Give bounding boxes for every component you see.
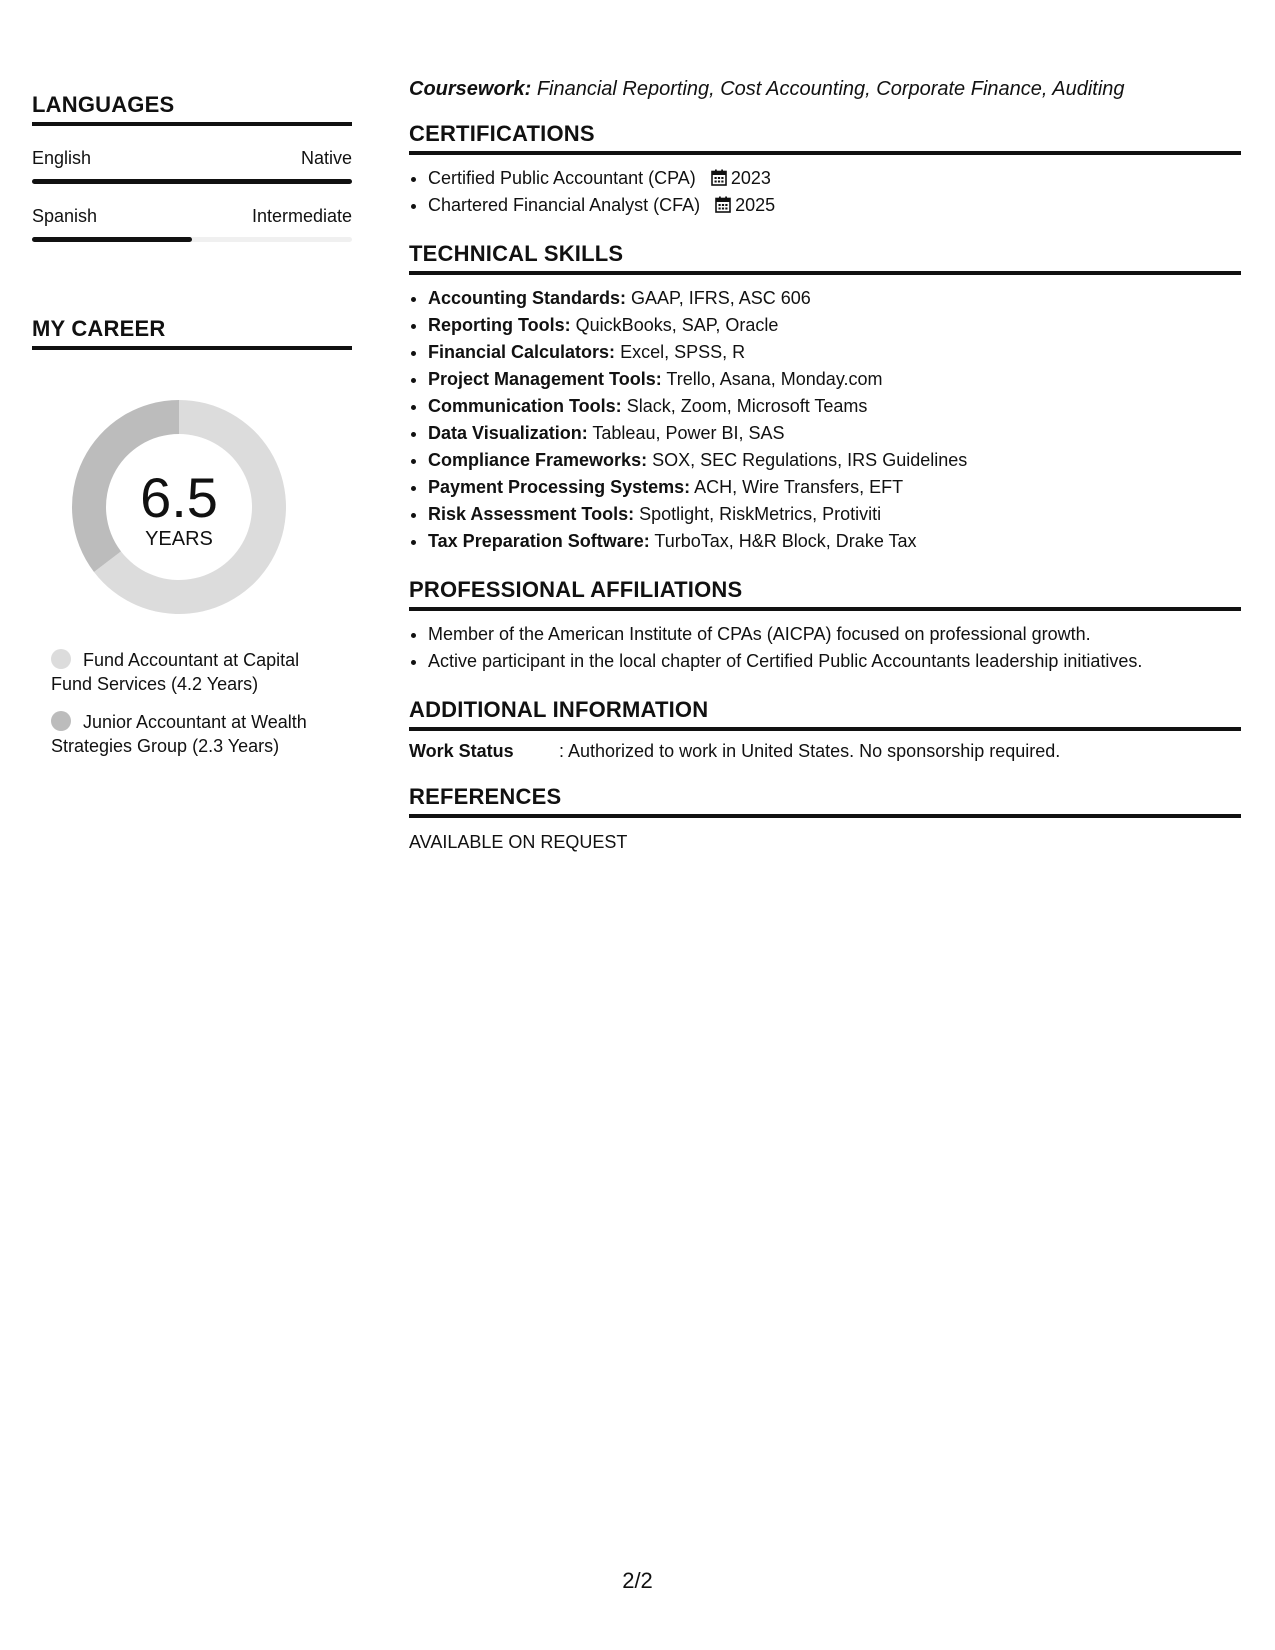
skill-item (428, 447, 1241, 474)
legend-dot-icon (51, 649, 71, 669)
skill-item (428, 366, 1241, 393)
skill-item (428, 528, 1241, 555)
page-number: 2/2 (622, 1568, 653, 1593)
certifications-section (409, 121, 1241, 219)
skill-label: Financial Calculators: (428, 342, 616, 362)
skill-item (428, 420, 1241, 447)
references-section (409, 784, 1241, 853)
languages-title: LANGUAGES (32, 92, 352, 126)
language-entry (32, 206, 352, 242)
calendar-icon (715, 196, 731, 213)
affiliations-title: PROFESSIONAL AFFILIATIONS (409, 577, 1241, 611)
affiliation-item: • Active participant in the local chapter of Certified Public Accountants leadership initiatives. (428, 648, 1241, 675)
certifications-list (409, 165, 1241, 219)
career-years-unit: YEARS (145, 528, 213, 550)
language-proficiency-fill (32, 237, 192, 242)
language-level: Intermediate (251, 206, 352, 226)
language-row (32, 206, 352, 227)
affiliation-item: • Member of the American Institute of CPAs (AICPA) focused on professional growth. (428, 621, 1241, 648)
references-text: AVAILABLE ON REQUEST (409, 832, 628, 852)
skill-label: Payment Processing Systems: (428, 477, 691, 497)
work-status-value: : Authorized to work in United States. No sponsorship required. (559, 741, 1061, 761)
skill-item (428, 393, 1241, 420)
language-row (32, 148, 352, 169)
skill-item (428, 285, 1241, 312)
certification-item (428, 165, 1241, 192)
career-legend-label: Junior Accountant at Wealth Strategies Group (2.3 Years) (51, 712, 307, 756)
language-entry (32, 148, 352, 184)
affiliations-list (409, 621, 1241, 675)
career-total-years: 6.5 (140, 466, 218, 529)
affiliations-section (409, 577, 1241, 675)
language-proficiency-fill (32, 179, 352, 184)
right-column (409, 78, 1241, 853)
certifications-title: CERTIFICATIONS (409, 121, 1241, 155)
skill-label: Tax Preparation Software: (428, 531, 650, 551)
certification-item (428, 192, 1241, 219)
technical-skills-title: TECHNICAL SKILLS (409, 241, 1241, 275)
additional-info-section (409, 697, 1241, 762)
skill-item (428, 501, 1241, 528)
technical-skills-section (409, 241, 1241, 555)
certification-name: Certified Public Accountant (CPA) (428, 168, 696, 188)
career-title: MY CAREER (32, 316, 352, 350)
coursework-text: Financial Reporting, Cost Accounting, Corporate Finance, Auditing (536, 78, 1125, 100)
skill-value: GAAP, IFRS, ASC 606 (631, 288, 811, 308)
career-donut-chart (66, 394, 292, 620)
skill-label: Accounting Standards: (428, 288, 627, 308)
additional-info-title: ADDITIONAL INFORMATION (409, 697, 1241, 731)
left-column (32, 92, 352, 772)
references-title: REFERENCES (409, 784, 1241, 818)
skill-value: Excel, SPSS, R (620, 342, 746, 362)
work-status-label: Work Status (409, 741, 514, 761)
skill-value: Trello, Asana, Monday.com (666, 369, 883, 389)
donut-center (66, 394, 292, 620)
skill-value: ACH, Wire Transfers, EFT (694, 477, 904, 497)
skill-value: Slack, Zoom, Microsoft Teams (626, 396, 868, 416)
language-proficiency-bar (32, 179, 352, 184)
skill-label: Communication Tools: (428, 396, 622, 416)
skill-label: Data Visualization: (428, 423, 588, 443)
career-legend (51, 648, 352, 758)
certification-year: 2025 (735, 195, 776, 215)
calendar-icon (711, 169, 727, 186)
skill-label: Risk Assessment Tools: (428, 504, 635, 524)
skill-value: TurboTax, H&R Block, Drake Tax (654, 531, 917, 551)
skill-label: Compliance Frameworks: (428, 450, 648, 470)
skill-label: Reporting Tools: (428, 315, 571, 335)
career-legend-item (51, 710, 341, 758)
language-name: English (32, 148, 92, 168)
language-name: Spanish (32, 206, 98, 226)
career-legend-label: Fund Accountant at Capital Fund Services (4.2 Years) (51, 650, 300, 694)
skill-label: Project Management Tools: (428, 369, 662, 389)
legend-dot-icon (51, 711, 71, 731)
certification-year: 2023 (730, 168, 771, 188)
language-proficiency-bar (32, 237, 352, 242)
coursework-line (409, 78, 1241, 101)
skill-value: SOX, SEC Regulations, IRS Guidelines (652, 450, 968, 470)
career-legend-item (51, 648, 341, 696)
language-level: Native (300, 148, 352, 168)
work-status-row (409, 741, 1241, 762)
technical-skills-list (409, 285, 1241, 555)
skill-value: Tableau, Power BI, SAS (592, 423, 785, 443)
skill-item (428, 474, 1241, 501)
skill-value: QuickBooks, SAP, Oracle (575, 315, 779, 335)
skill-item (428, 312, 1241, 339)
certification-name: Chartered Financial Analyst (CFA) (428, 195, 701, 215)
coursework-label: Coursework: (409, 78, 532, 100)
skill-item (428, 339, 1241, 366)
skill-value: Spotlight, RiskMetrics, Protiviti (639, 504, 882, 524)
